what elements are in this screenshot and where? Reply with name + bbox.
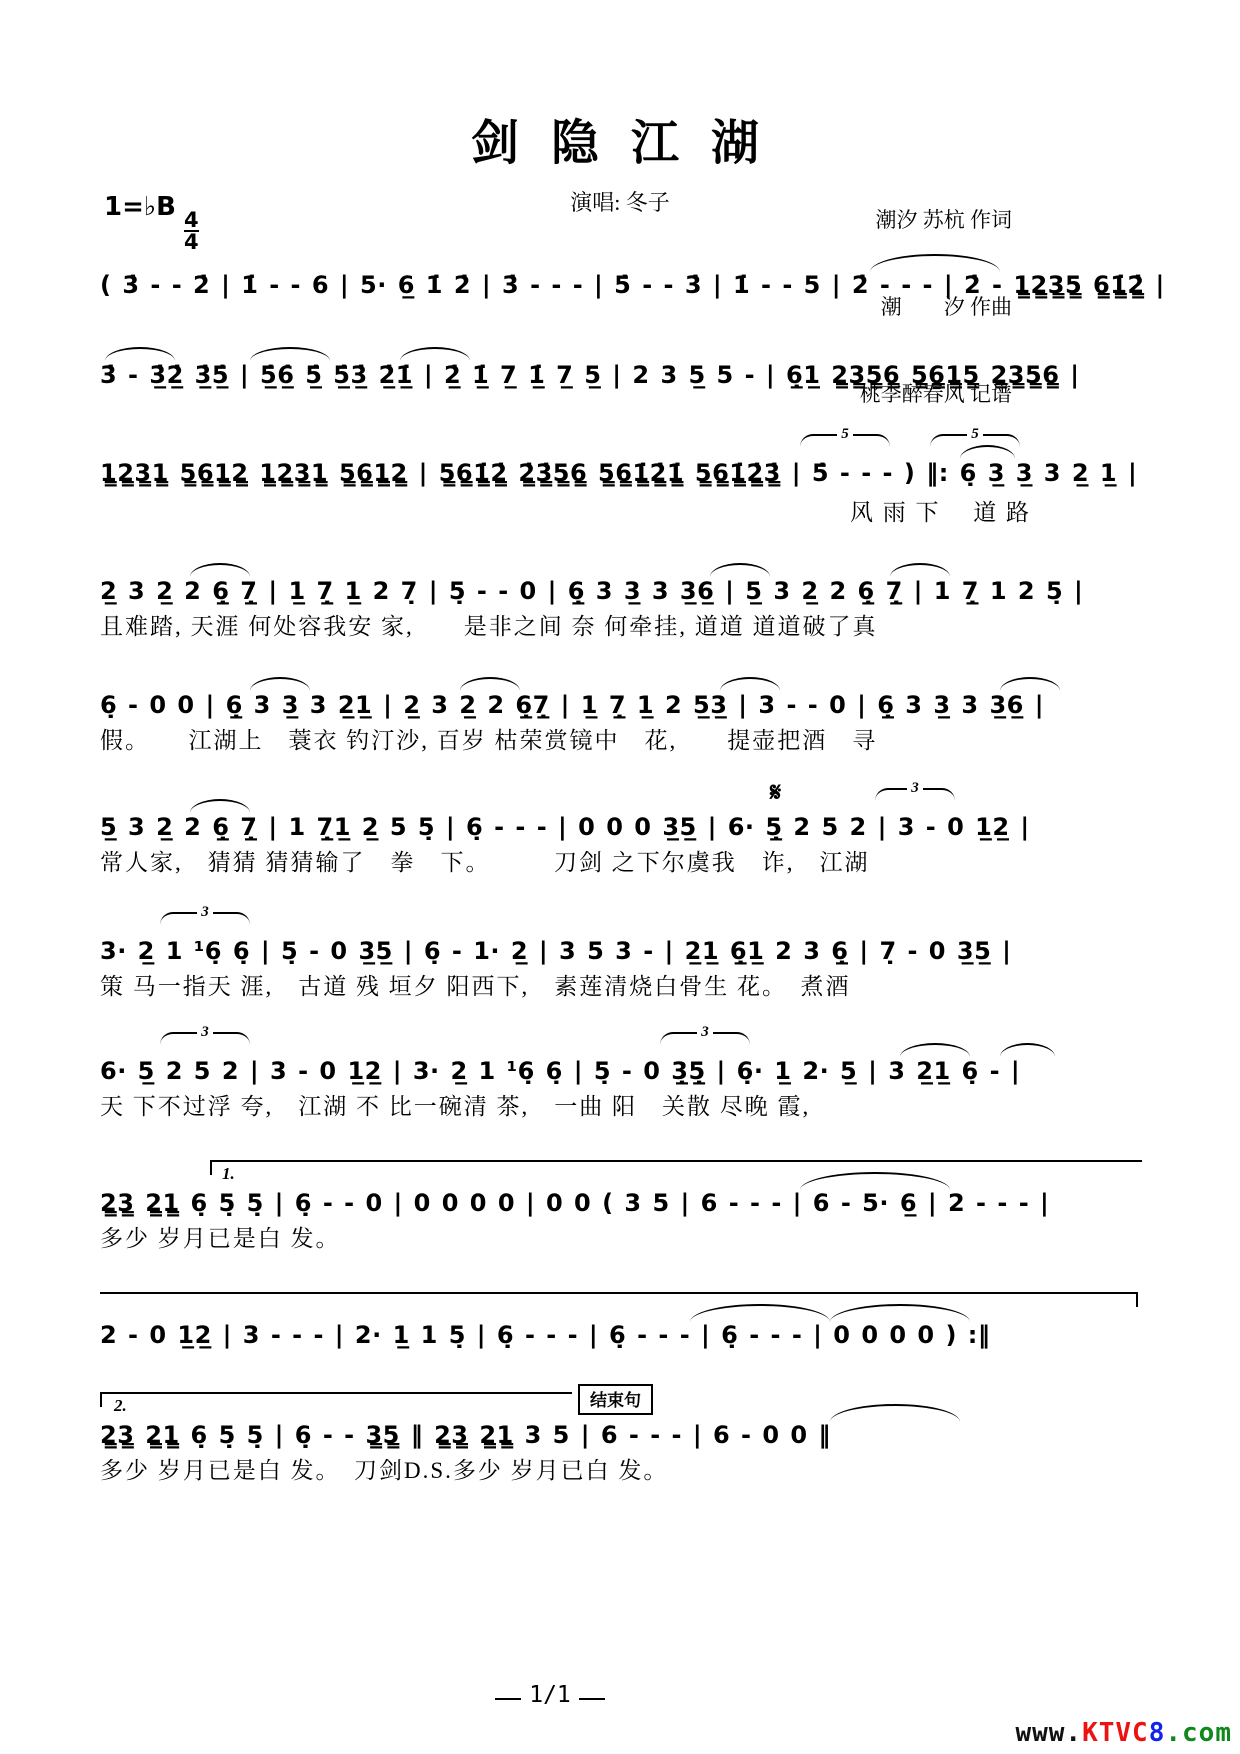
triplet-mark: 3 — [660, 1032, 750, 1045]
volta-bracket-line — [100, 1292, 1138, 1307]
score-line-2 — [100, 360, 1140, 390]
volta-1-label: 1. — [222, 1164, 235, 1183]
lyrics-row: 策 马一指天 涯, 古道 残 垣夕 阳西下, 素莲清烧白骨生 花。 煮酒 — [100, 974, 851, 999]
notes-row: 2̲ 3 2̲ 2 6̲̣ 7̲̣ | 1̲ 7̲̣ 1̲ 2 7̣ | 5̣ - - 0 | 6̲̣ 3 3̲ 3 3̲6̲ | 5̲ 3 2̲ 2 6̲̣ 7̲̣ | 1 7̲̣ 1 2 5̣ | — [100, 577, 1084, 605]
score-line-8 — [100, 1024, 1140, 1121]
score-line-9 — [100, 1164, 1140, 1253]
lyrics-row: 风 雨 下 道 路 — [850, 500, 1031, 525]
notes-row: 6̣ - 0 0 | 6̲̣ 3 3̲ 3 2̲1̲ | 2̲ 3 2̲ 2 6̲̣7̲̣ | 1̲ 7̲̣ 1̲ 2 5̲3̲ | 3 - - 0 | 6̲̣ 3 3̲ 3 3̲6̲ | — [100, 691, 1044, 719]
slur-arc — [720, 677, 780, 691]
notes-row: 2 - 0 1̲2̲ | 3 - - - | 2· 1̲ 1 5̣ | 6̣ - - - | 6̣ - - - | 6̣ - - - | 0 0 0 0 ) :‖ — [100, 1321, 991, 1349]
time-signature: $\frac{4}{4}$ — [183, 208, 199, 254]
slur-arc — [250, 347, 330, 361]
quintuplet-mark: 5 — [800, 434, 890, 447]
notes-row: 2̳3̳ 2̳1̳ 6̣ 5̣ 5̣ | 6̣ - - 0 | 0 0 0 0 | 0 0 ( 3 5 | 6 - - - | 6 - 5· 6̲ | 2 - - - | — [100, 1189, 1050, 1217]
song-title: 剑 隐 江 湖 — [470, 117, 769, 170]
slur-arc — [900, 1043, 970, 1057]
slur-arc — [105, 347, 175, 361]
triplet-mark: 3 — [160, 912, 250, 925]
watermark — [1015, 1718, 1232, 1748]
volta-2-label: 2. — [114, 1396, 127, 1415]
page-number-rule — [495, 1698, 521, 1700]
notes-row: 1̳2̳3̳1̳ 5̳6̳1̳2̳ 1̳2̳3̳1̳ 5̳6̳1̳2̳ | 5̳6̳1̳̇2̳̇ 2̳̇3̳̇5̳6̳ 5̳6̳1̳̇2̳̇1̳̇ 5̳6̳1̳̇2̳̇3̳̇ | 5̇ - - - ) ‖: 6̣ 3̲ 3̲ 3 2̲ 1̲ | — [100, 459, 1138, 487]
lyricist-credit: 潮汐 苏杭 作词 — [875, 208, 1012, 232]
volta-bracket-line — [210, 1160, 1142, 1175]
tie-arc — [830, 1404, 960, 1422]
watermark-segment: KTVC — [1082, 1718, 1149, 1748]
lyrics-row: 多少 岁月已是白 发。 — [100, 1226, 341, 1251]
score-line-6 — [100, 778, 1140, 877]
score-line-5 — [100, 690, 1140, 755]
score-line-10 — [100, 1320, 1140, 1350]
page-number: 1/1 — [0, 1682, 1100, 1708]
score-line-7 — [100, 904, 1140, 1001]
notes-row: 5̲ 3 2̲ 2 6̲̣ 7̲̣ | 1 7̲̣1̲ 2̲ 5 5̣ | 6̣ - - - | 0 0 0 3̲5̲ | 6· 5̲̣ 2 5 2 | 3 - 0 1̲2̲ | — [100, 813, 1030, 841]
transcriber-credit: 桃李醉春风 记谱 — [859, 382, 1012, 406]
watermark-segment: www. — [1015, 1718, 1083, 1748]
slur-arc — [190, 563, 250, 577]
key-label: 1=♭B — [104, 192, 176, 222]
notes-row: 6· 5̲ 2 5 2 | 3 - 0 1̲2̲ | 3· 2̲ 1 ¹6̣ 6̣ | 5̣ - 0 3̲̣5̲̣ | 6̣· 1̲ 2· 5̲ | 3 2̲1̲ 6̣ - | — [100, 1057, 1021, 1085]
slur-arc — [400, 347, 470, 361]
composer-credit: 潮 汐 作曲 — [880, 295, 1012, 319]
notes-row: 3· 2̲ 1 ¹6̣ 6̣ | 5̣ - 0 3̲5̲ | 6̣ - 1· 2̲ | 3 5 3 - | 2̲1̲ 6̲̣1̲ 2 3 6̲̣ | 7̣ - 0 3̲5̲ | — [100, 937, 1012, 965]
segno-icon: 𝄋 — [770, 778, 782, 808]
slur-arc — [890, 563, 950, 577]
page-number-rule — [579, 1698, 605, 1700]
slur-arc — [710, 563, 770, 577]
watermark-segment: 8 — [1148, 1718, 1166, 1748]
lyrics-row: 天 下不过浮 夸, 江湖 不 比一碗清 茶, 一曲 阳 关散 尽晚 霞, — [100, 1094, 811, 1119]
quintuplet-mark: 5 — [930, 434, 1020, 447]
triplet-mark: 3 — [875, 788, 955, 801]
volta-bracket-line — [100, 1392, 572, 1407]
ending-section-label: 结束句 — [578, 1384, 653, 1415]
lyrics-row: 多少 岁月已是白 发。 刀剑D.S.多少 岁月已白 发。 — [100, 1458, 669, 1483]
slur-arc — [460, 677, 520, 691]
score-line-4 — [100, 576, 1140, 641]
slur-arc — [1000, 1043, 1055, 1057]
slur-arc — [1000, 677, 1060, 691]
notes-row: 3̇ - 3̲̇2̲̇ 3̲̇5̲̇ | 5̲̇6̲̇ 5̲̇ 5̲̇3̲̇ 2̲̇1̲̇ | 2̲̇ 1̲̇ 7̲ 1̲̇ 7̲ 5̲ | 2 3 5̲ 5 - | 6̲̣1̲ 2̳3̳5̳6̳ 5̳6̳1̳5̳ 2̳3̳5̳6̳ | — [100, 361, 1080, 389]
lyrics-row: 假。 江湖上 蓑衣 钓汀沙, 百岁 枯荣赏镜中 花, 提壶把酒 寻 — [100, 728, 878, 753]
slur-arc — [190, 799, 250, 813]
notes-row: 2̳3̳ 2̳1̳ 6̣ 5̣ 5̣ | 6̣ - - 3̳5̳ ‖ 2̳3̳ 2̳1̳ 3 5 | 6 - - - | 6 - 0 0 ‖ — [100, 1421, 831, 1449]
notes-row: ( 3̇ - - 2̇ | 1̇ - - 6 | 5· 6̲ 1̇ 2̇ | 3̇ - - - | 5̇ - - 3̇ | 1̇ - - 5 | 2̇ - - - | 2̇ - 1̳2̳3̳5̳ 6̳1̳̇2̳̇ | — [100, 271, 1165, 299]
triplet-mark: 3 — [160, 1032, 250, 1045]
score-line-1 — [100, 270, 1165, 300]
score-line-11 — [100, 1391, 1140, 1485]
performer-label: 演唱: 冬子 — [570, 190, 670, 215]
slur-arc — [250, 677, 310, 691]
lyrics-row: 且难踏, 天涯 何处容我安 家, 是非之间 奈 何牵挂, 道道 道道破了真 — [100, 614, 878, 639]
lyrics-row: 常人家, 猜猜 猜猜输了 拳 下。 刀剑 之下尔虞我 诈, 江湖 — [100, 850, 870, 875]
watermark-segment: .com — [1165, 1718, 1232, 1748]
score-line-3 — [100, 426, 1140, 525]
